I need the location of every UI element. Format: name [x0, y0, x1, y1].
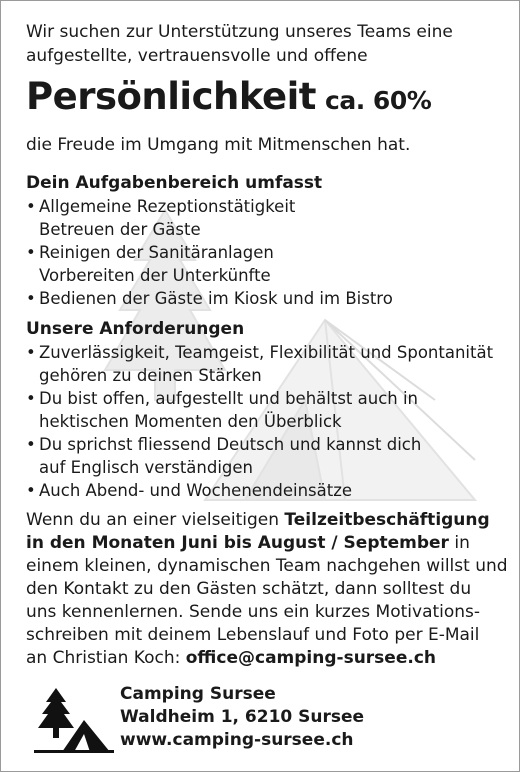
list-item	[26, 195, 508, 241]
season-highlight: in den Monaten Juni bis August / September	[26, 533, 449, 553]
list-item	[26, 479, 508, 502]
body-line	[26, 509, 508, 532]
body-line: den Kontakt zu den Gästen schätzt, dann solltest du	[26, 579, 472, 599]
intro-line: Wir suchen zur Unterstützung unseres Teams eine	[26, 22, 453, 42]
email-link[interactable]: office@camping-sursee.ch	[185, 648, 437, 668]
list-item	[26, 433, 508, 479]
body-line	[26, 532, 508, 555]
contact-footer	[26, 680, 506, 760]
list-item-line: Reinigen der Sanitäranlagen	[39, 243, 274, 262]
list-item-line: Du sprichst fliessend Deutsch und kannst dich	[39, 435, 422, 454]
bullet-icon: •	[26, 481, 36, 500]
requirements-list	[26, 341, 508, 502]
body-line: uns kennenlernen. Sende uns ein kurzes Motivations-	[26, 602, 481, 622]
application-text	[26, 509, 508, 670]
list-item-line: hektischen Momenten den Überblick	[39, 412, 342, 431]
body-text-span: an Christian Koch:	[26, 648, 186, 668]
list-item-line: auf Englisch verständigen	[39, 458, 253, 477]
contact-details	[120, 683, 364, 752]
list-item-line: Du bist offen, aufgestellt und behältst auch in	[39, 389, 419, 408]
bullet-icon: •	[26, 435, 36, 454]
bullet-icon: •	[26, 289, 36, 308]
list-item-line: gehören zu deinen Stärken	[39, 366, 262, 385]
list-item	[26, 341, 508, 387]
website-link[interactable]: www.camping-sursee.ch	[120, 730, 354, 750]
tasks-heading: Dein Aufgabenbereich umfasst	[26, 173, 323, 193]
list-item	[26, 241, 508, 287]
requirements-heading: Unsere Anforderungen	[26, 319, 245, 339]
headline	[26, 74, 508, 127]
job-type-highlight: Teilzeitbeschäftigung	[284, 510, 490, 530]
list-item	[26, 287, 508, 310]
list-item-line: Betreuen der Gäste	[39, 220, 201, 239]
company-address: Waldheim 1, 6210 Sursee	[120, 707, 365, 727]
tasks-list	[26, 195, 508, 310]
list-item-line: Vorbereiten der Unterkünfte	[39, 266, 271, 285]
company-name: Camping Sursee	[120, 684, 276, 704]
list-item-line: Zuverlässigkeit, Teamgeist, Flexibilität und Spontanität	[39, 343, 494, 362]
bullet-icon: •	[26, 343, 36, 362]
body-line: schreiben mit deinem Lebenslauf und Foto per E-Mail	[26, 625, 480, 645]
headline-percentage: ca. 60%	[325, 86, 432, 115]
list-item-line: Auch Abend- und Wochenendeinsätze	[39, 481, 353, 500]
list-item-line: Bedienen der Gäste im Kiosk und im Bistro	[39, 289, 393, 308]
headline-title: Persönlichkeit	[26, 75, 316, 118]
body-line: einem kleinen, dynamischen Team nachgehen willst und	[26, 556, 508, 576]
ad-content	[26, 20, 508, 670]
list-item	[26, 387, 508, 433]
body-text-span: Wenn du an einer vielseitigen	[26, 510, 285, 530]
camping-logo-icon	[34, 686, 114, 754]
bullet-icon: •	[26, 389, 36, 408]
list-item-line: Allgemeine Rezeptionstätigkeit	[39, 197, 296, 216]
body-text-span: in	[448, 533, 470, 553]
bullet-icon: •	[26, 243, 36, 262]
intro-text	[26, 20, 508, 68]
intro-line: aufgestellte, vertrauensvolle und offene	[26, 46, 368, 66]
headline-subline: die Freude im Umgang mit Mitmenschen hat.	[26, 135, 411, 155]
bullet-icon: •	[26, 197, 36, 216]
body-line	[26, 647, 508, 670]
